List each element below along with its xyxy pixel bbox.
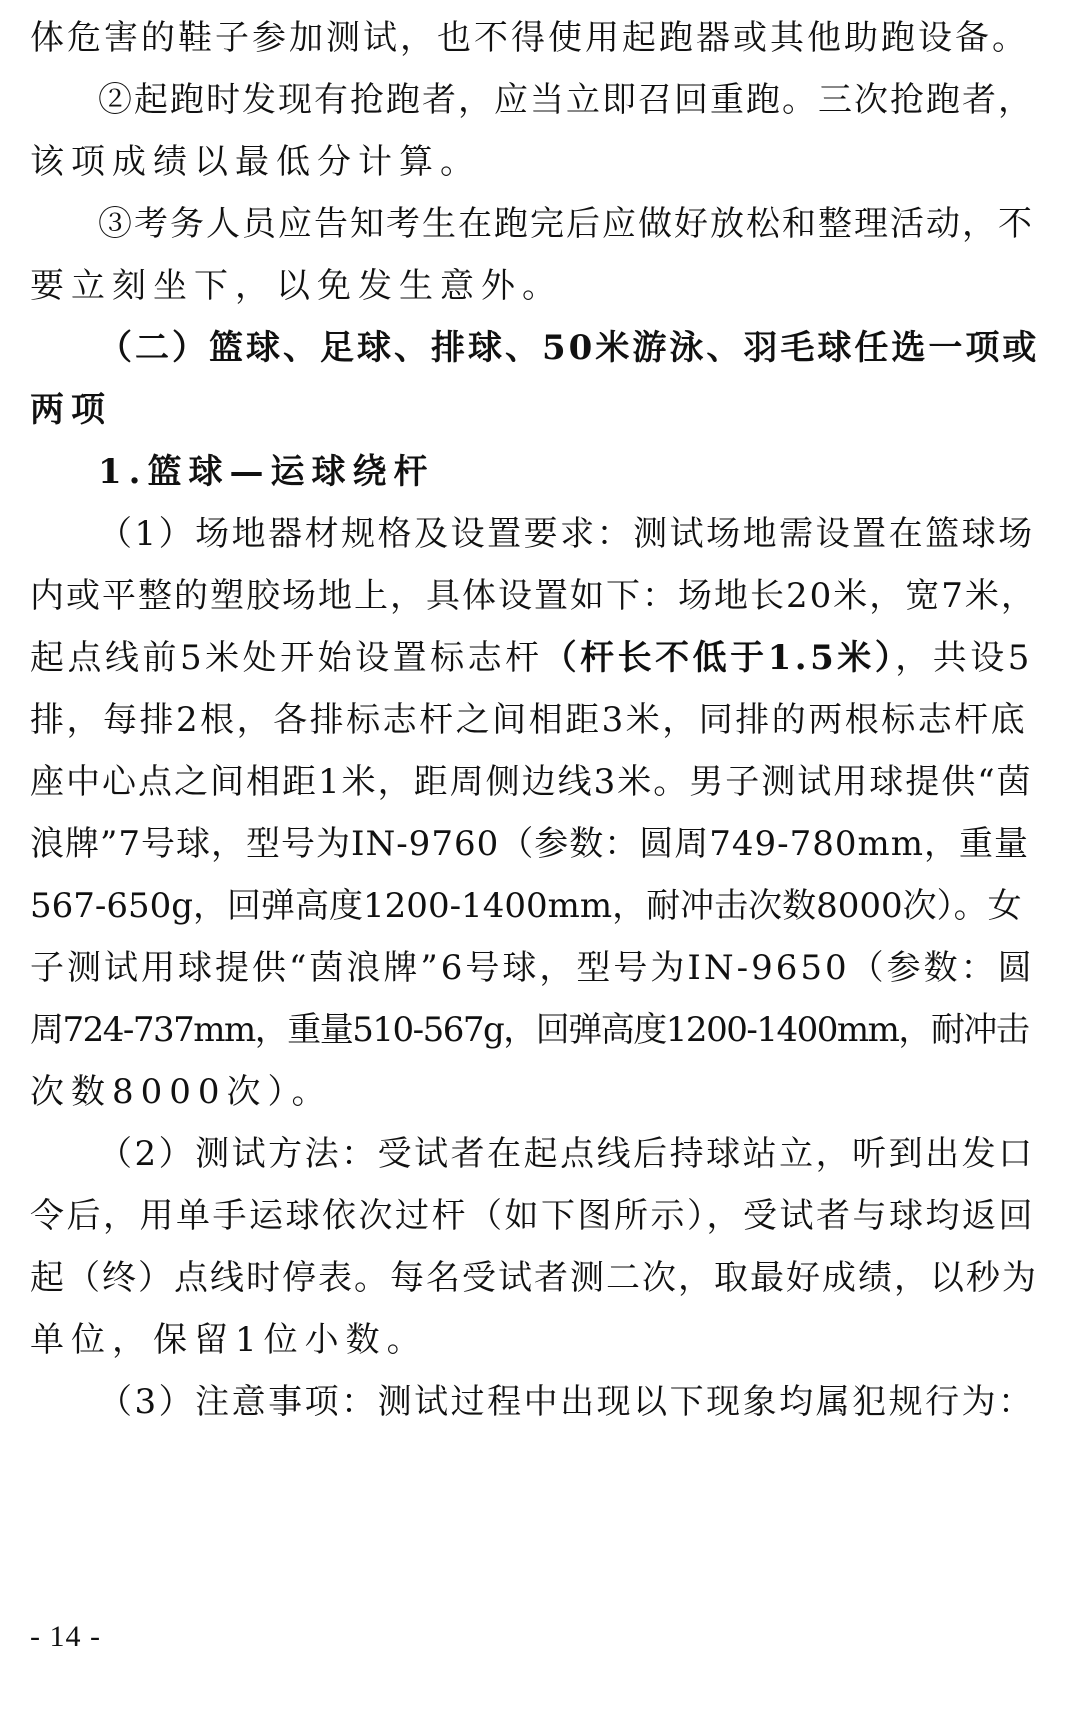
text-line-13: 座中心点之间相距1米，距周侧边线3米。男子测试用球提供“茵 bbox=[30, 762, 1033, 802]
text-line-21: 起（终）点线时停表。每名受试者测二次，取最好成绩，以秒为 bbox=[30, 1258, 1038, 1298]
text-run: ，共设5 bbox=[895, 638, 1033, 678]
text-line-17: 周724-737mm，重量510-567g，回弹高度1200-1400mm，耐冲击 bbox=[30, 1010, 1029, 1050]
text-line-3: 该项成绩以最低分计算。 bbox=[30, 142, 481, 182]
text-line-19: （2）测试方法：受试者在起点线后持球站立，听到出发口 bbox=[98, 1134, 1035, 1174]
text-line-16: 子测试用球提供“茵浪牌”6号球，型号为IN-9650（参数：圆 bbox=[30, 948, 1035, 988]
text-run: 起点线前5米处开始设置标志杆 bbox=[30, 638, 543, 678]
text-line-20: 令后，用单手运球依次过杆（如下图所示），受试者与球均返回 bbox=[30, 1196, 1035, 1236]
text-line-4: ③考务人员应告知考生在跑完后应做好放松和整理活动，不 bbox=[98, 204, 1034, 244]
text-line-5: 要立刻坐下，以免发生意外。 bbox=[30, 266, 563, 306]
text-line-1: 体危害的鞋子参加测试，也不得使用起跑器或其他助跑设备。 bbox=[30, 18, 1029, 58]
text-line-22: 单位，保留1位小数。 bbox=[30, 1320, 428, 1360]
text-line-23: （3）注意事项：测试过程中出现以下现象均属犯规行为： bbox=[98, 1382, 1035, 1422]
page-number: - 14 - bbox=[30, 1620, 101, 1653]
text-line-11 bbox=[30, 638, 1033, 678]
text-line-2: ②起跑时发现有抢跑者，应当立即召回重跑。三次抢跑者， bbox=[98, 80, 1034, 120]
text-line-9: （1）场地器材规格及设置要求：测试场地需设置在篮球场 bbox=[98, 514, 1035, 554]
text-line-12: 排，每排2根，各排标志杆之间相距3米，同排的两根标志杆底 bbox=[30, 700, 1028, 740]
text-line-18: 次数8000次）。 bbox=[30, 1072, 333, 1112]
section-heading: （二）篮球、足球、排球、50米游泳、羽毛球任选一项或 bbox=[98, 328, 1040, 368]
subsection-heading: 1.篮球—运球绕杆 bbox=[98, 452, 435, 492]
text-line-15: 567-650g，回弹高度1200-1400mm，耐冲击次数8000次）。女 bbox=[30, 886, 1022, 926]
section-heading-cont: 两项 bbox=[30, 390, 112, 430]
text-line-10: 内或平整的塑胶场地上，具体设置如下：场地长20米，宽7米， bbox=[30, 576, 1037, 616]
bold-note: （杆长不低于1.5米） bbox=[542, 638, 896, 678]
text-line-14: 浪牌”7号球，型号为IN-9760（参数：圆周749-780mm，重量 bbox=[30, 824, 1029, 864]
